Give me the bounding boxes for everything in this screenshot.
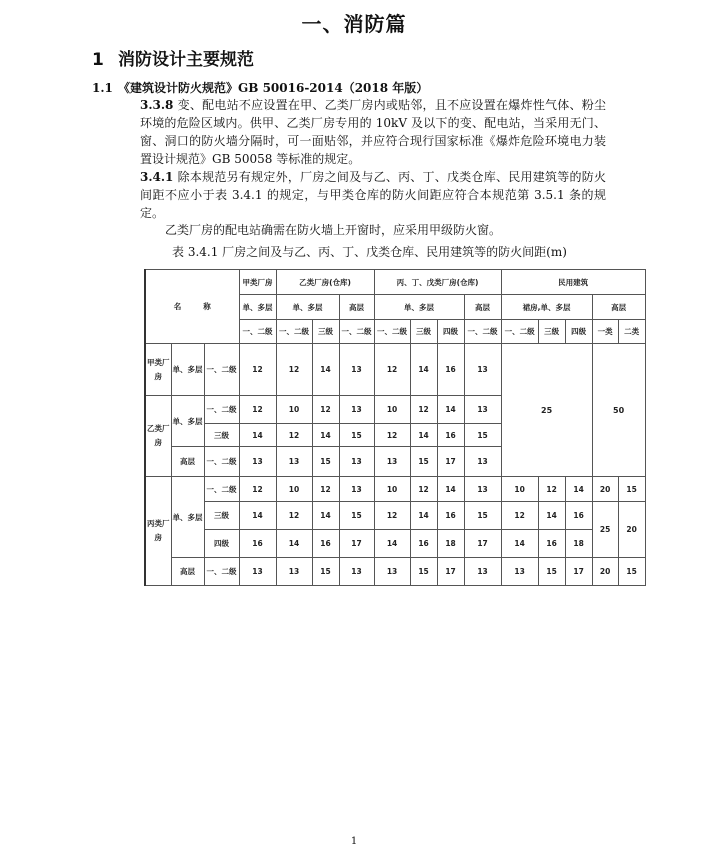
sub-label: 单、多层 <box>171 344 204 396</box>
table-corner: 名称 <box>145 270 239 344</box>
table-cell: 15 <box>339 502 374 530</box>
section-heading <box>92 45 254 70</box>
table-cell: 16 <box>239 530 276 558</box>
table-cell: 10 <box>501 477 538 502</box>
table-cell: 17 <box>339 530 374 558</box>
table-cell: 12 <box>538 477 565 502</box>
table-cell: 14 <box>374 530 410 558</box>
table-cell: 16 <box>437 502 464 530</box>
table-cell: 14 <box>276 530 312 558</box>
header-bing-ding-wu: 丙、丁、戊类厂房(仓库) <box>374 270 501 295</box>
table-cell: 12 <box>239 396 276 424</box>
sub-label: 单、多层 <box>171 477 204 558</box>
header-level: 一类 <box>592 320 618 344</box>
table-cell: 13 <box>464 558 501 586</box>
table-cell: 18 <box>437 530 464 558</box>
table-cell: 20 <box>592 558 618 586</box>
table-cell: 10 <box>276 396 312 424</box>
table-cell: 14 <box>239 424 276 447</box>
table-cell: 12 <box>374 344 410 396</box>
table-cell: 13 <box>276 447 312 477</box>
table-cell: 14 <box>565 477 592 502</box>
section-number: 1 <box>92 50 104 70</box>
merged-cell-25: 25 <box>501 344 592 477</box>
table-cell: 12 <box>312 396 339 424</box>
table-cell: 13 <box>464 477 501 502</box>
header-level: 二类 <box>618 320 645 344</box>
merged-cell-50: 50 <box>592 344 645 477</box>
table-cell: 13 <box>239 447 276 477</box>
header-level: 四级 <box>565 320 592 344</box>
header-mid: 高层 <box>464 295 501 320</box>
table-cell: 16 <box>538 530 565 558</box>
table-cell: 12 <box>374 424 410 447</box>
table-cell: 15 <box>312 558 339 586</box>
table-cell: 12 <box>239 477 276 502</box>
header-yi: 乙类厂房(仓库) <box>276 270 374 295</box>
fire-spacing-table <box>144 269 646 586</box>
table-cell: 15 <box>410 447 437 477</box>
table-cell: 13 <box>464 344 501 396</box>
table-cell: 13 <box>374 558 410 586</box>
table-cell: 13 <box>339 344 374 396</box>
table-cell: 10 <box>374 477 410 502</box>
table-cell: 15 <box>464 502 501 530</box>
table-cell: 14 <box>410 344 437 396</box>
header-level: 一、二级 <box>501 320 538 344</box>
table-cell: 14 <box>437 396 464 424</box>
table-cell: 14 <box>312 424 339 447</box>
table-cell: 17 <box>437 558 464 586</box>
table-cell: 14 <box>501 530 538 558</box>
table-cell: 13 <box>339 558 374 586</box>
table-cell: 13 <box>374 447 410 477</box>
subsection-number: 1.1 <box>92 81 113 95</box>
table-cell: 14 <box>538 502 565 530</box>
table-cell: 17 <box>437 447 464 477</box>
group-jia: 甲类厂房 <box>145 344 171 396</box>
sub-label: 高层 <box>171 447 204 477</box>
header-mid: 高层 <box>339 295 374 320</box>
clause-3-3-8 <box>140 96 606 168</box>
table-cell: 13 <box>239 558 276 586</box>
table-cell: 15 <box>618 477 645 502</box>
merged-cell-20: 20 <box>618 502 645 558</box>
table-cell: 12 <box>276 502 312 530</box>
level-label: 三级 <box>204 502 239 530</box>
table-caption: 表 3.4.1 厂房之间及与乙、丙、丁、戊类仓库、民用建筑等的防火间距(m) <box>172 245 567 259</box>
table-cell: 12 <box>374 502 410 530</box>
table-cell: 14 <box>312 344 339 396</box>
header-level: 三级 <box>538 320 565 344</box>
table-cell: 13 <box>339 477 374 502</box>
header-mid: 单、多层 <box>276 295 339 320</box>
header-level: 三级 <box>410 320 437 344</box>
table-cell: 16 <box>565 502 592 530</box>
header-level: 一、二级 <box>374 320 410 344</box>
clause-3-4-1 <box>140 168 606 222</box>
subsection-heading <box>92 79 428 96</box>
group-yi: 乙类厂房 <box>145 396 171 477</box>
table-cell: 20 <box>592 477 618 502</box>
table-cell: 14 <box>437 477 464 502</box>
group-bing: 丙类厂房 <box>145 477 171 586</box>
table-cell: 16 <box>437 344 464 396</box>
header-mid: 单、多层 <box>239 295 276 320</box>
sub-label: 单、多层 <box>171 396 204 447</box>
clause-number: 3.4.1 <box>140 170 174 184</box>
section-title: 消防设计主要规范 <box>118 50 254 70</box>
table-cell: 16 <box>312 530 339 558</box>
table-cell: 12 <box>410 396 437 424</box>
note-paragraph: 乙类厂房的配电站确需在防火墙上开窗时，应采用甲级防火窗。 <box>165 223 502 237</box>
header-mid: 高层 <box>592 295 645 320</box>
header-level: 一、二级 <box>339 320 374 344</box>
table-cell: 15 <box>339 424 374 447</box>
level-label: 三级 <box>204 424 239 447</box>
level-label: 一、二级 <box>204 447 239 477</box>
table-cell: 16 <box>410 530 437 558</box>
clause-text: 除本规范另有规定外，厂房之间及与乙、丙、丁、戊类仓库、民用建筑等的防火间距不应小于表 3.4.1 的规定，与甲类仓库的防火间距应符合本规范第 3.5.1 条的规定。 <box>140 170 606 220</box>
header-level: 一、二级 <box>276 320 312 344</box>
table-cell: 15 <box>312 447 339 477</box>
header-jia: 甲类厂房 <box>239 270 276 295</box>
table-cell: 12 <box>410 477 437 502</box>
header-civil: 民用建筑 <box>501 270 645 295</box>
table-cell: 15 <box>410 558 437 586</box>
table-cell: 15 <box>538 558 565 586</box>
table-cell: 14 <box>239 502 276 530</box>
table-cell: 14 <box>312 502 339 530</box>
table-cell: 15 <box>618 558 645 586</box>
table-cell: 10 <box>374 396 410 424</box>
merged-cell-25: 25 <box>592 502 618 558</box>
table-cell: 13 <box>339 396 374 424</box>
table-cell: 13 <box>339 447 374 477</box>
clause-text: 变、配电站不应设置在甲、乙类厂房内或贴邻，且不应设置在爆炸性气体、粉尘环境的危险区域内。供甲、乙类厂房专用的 10kV 及以下的变、配电站，当采用无门、窗、洞口的防火墙分隔时，可一面贴邻，并应符合现行国家标准《爆炸危险环境电力装置设计规范》GB 50058 等标准的规定。 <box>140 98 606 166</box>
header-mid: 单、多层 <box>374 295 464 320</box>
table-cell: 18 <box>565 530 592 558</box>
table-cell: 12 <box>312 477 339 502</box>
table-cell: 13 <box>276 558 312 586</box>
header-mid: 裙房,单、多层 <box>501 295 592 320</box>
clause-number: 3.3.8 <box>140 98 174 112</box>
table-cell: 17 <box>565 558 592 586</box>
header-level: 一、二级 <box>239 320 276 344</box>
page-title: 一、消防篇 <box>301 12 407 36</box>
table-cell: 12 <box>276 344 312 396</box>
header-level: 一、二级 <box>464 320 501 344</box>
sub-label: 高层 <box>171 558 204 586</box>
table-cell: 14 <box>410 502 437 530</box>
table-cell: 14 <box>410 424 437 447</box>
level-label: 一、二级 <box>204 396 239 424</box>
table-cell: 16 <box>437 424 464 447</box>
table-cell: 12 <box>276 424 312 447</box>
table-cell: 17 <box>464 530 501 558</box>
table-cell: 12 <box>501 502 538 530</box>
level-label: 一、二级 <box>204 344 239 396</box>
table-cell: 13 <box>464 447 501 477</box>
subsection-title: 《建筑设计防火规范》GB 50016-2014（2018 年版） <box>118 81 429 95</box>
table-cell: 12 <box>239 344 276 396</box>
level-label: 一、二级 <box>204 558 239 586</box>
header-level: 四级 <box>437 320 464 344</box>
table-cell: 10 <box>276 477 312 502</box>
page-number: 1 <box>350 836 358 847</box>
header-level: 三级 <box>312 320 339 344</box>
table-cell: 15 <box>464 424 501 447</box>
level-label: 一、二级 <box>204 477 239 502</box>
level-label: 四级 <box>204 530 239 558</box>
table-cell: 13 <box>464 396 501 424</box>
table-cell: 13 <box>501 558 538 586</box>
